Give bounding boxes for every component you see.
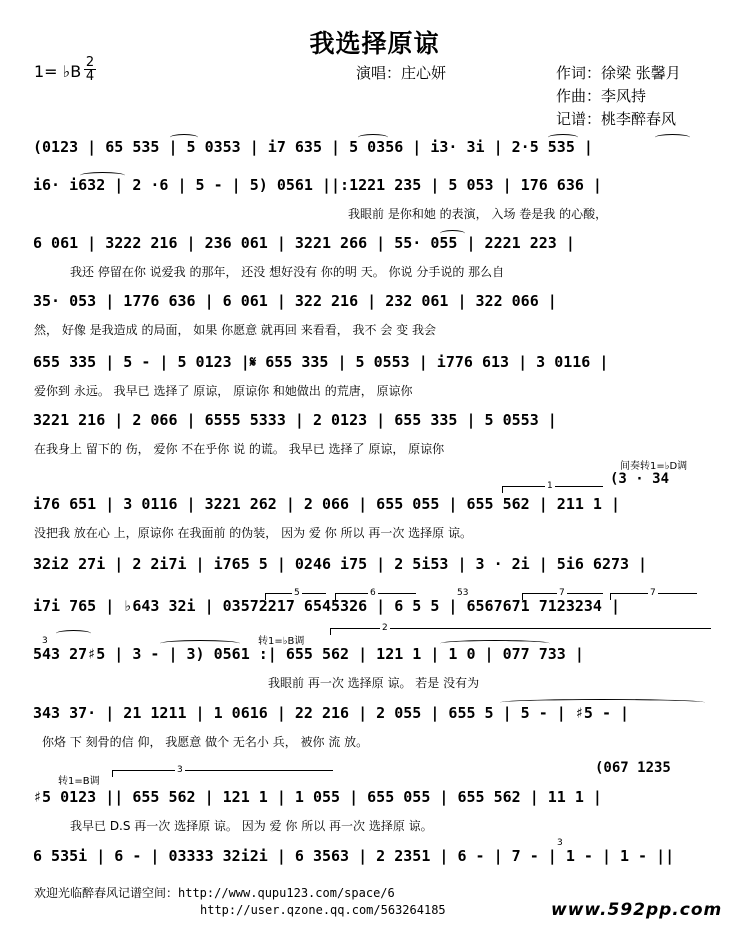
modulation-label: 转1=B调 — [58, 776, 100, 787]
score-row: 32i2 27i | 2 2i7i | i765 5 | 0246 i75 | 2 5i53 | 3 · 2i | 5i6 6273 | — [33, 555, 648, 573]
tuplet-number: 5 — [294, 588, 300, 598]
slur — [548, 134, 578, 141]
tuplet-number: 3 — [42, 636, 48, 646]
score-row: i76 651 | 3 0116 | 3221 262 | 2 066 | 655 055 | 655 562 | 211 1 | — [33, 495, 620, 513]
score-row: 543 27♯5 | 3 - | 3) 0561 :| 655 562 | 121 1 | 1 0 | 077 733 | — [33, 645, 584, 663]
tuplet-number: 6 — [370, 588, 376, 598]
interlude-label: 间奏转1=♭D调 — [620, 461, 688, 472]
tuplet-number: 7 — [650, 588, 656, 598]
transcriber-credit: 记谱：桃李醉春风 — [556, 110, 677, 128]
slur — [160, 640, 240, 647]
score-row: 3221 216 | 2 066 | 6555 5333 | 2 0123 | 655 335 | 5 0553 | — [33, 411, 557, 429]
score-row: ♯5 0123 || 655 562 | 121 1 | 1 055 | 655 055 | 655 562 | 11 1 | — [33, 788, 602, 806]
meter-bottom: 4 — [85, 69, 95, 84]
lyric-line: 你烙 下 刻骨的信 仰， 我愿意 做个 无名小 兵， 被你 流 放。 — [42, 735, 369, 749]
score-row: 343 37· | 21 1211 | 1 0616 | 22 216 | 2 055 | 655 5 | 5 - | ♯5 - | — [33, 704, 630, 722]
lyricist-credit: 作词：徐梁 张馨月 — [556, 64, 681, 82]
slur — [655, 134, 690, 141]
slur — [440, 230, 465, 237]
modulation-label: 转1=♭B调 — [258, 636, 305, 647]
score-row: 6 535i | 6 - | 03333 32i2i | 6 3563 | 2 2351 | 6 - | 7 - | 1 - | 1 - || — [33, 847, 675, 865]
site-watermark: www.592pp.com — [551, 900, 723, 920]
lyric-line: 然， 好像 是我造成 的局面， 如果 你愿意 就再回 来看看， 我不 会 变 我会 — [34, 323, 436, 337]
volta-number-2: 2 — [382, 623, 388, 633]
volta-bracket-3 — [112, 770, 333, 777]
closing-notes: (067 1235 — [595, 760, 671, 776]
lyric-line: 我眼前 再一次 选择原 谅。 若是 没有为 — [268, 676, 480, 690]
song-title: 我选择原谅 — [309, 29, 440, 58]
score-row: i6· i632 | 2 ·6 | 5 - | 5) 0561 ||:1221 235 | 5 053 | 176 636 | — [33, 176, 602, 194]
tuplet-number: 7 — [559, 588, 565, 598]
lyric-line: 我还 停留在你 说爱我 的那年， 还没 想好没有 你的明 天。 你说 分手说的 那么自 — [70, 265, 505, 279]
tuplet-number: 3 — [557, 838, 563, 848]
time-signature — [84, 56, 96, 83]
interlude-notes: (3 · 34 — [610, 471, 670, 487]
score-row: 655 335 | 5 - | 5 0123 |𝄋 655 335 | 5 0553 | i776 613 | 3 0116 | — [33, 353, 609, 371]
score-row: (0123 | 65 535 | 5 0353 | i7 635 | 5 0356 | i3· 3i | 2·5 535 | — [33, 138, 593, 156]
slur — [358, 134, 388, 141]
slur — [80, 172, 125, 179]
singer-credit: 演唱：庄心妍 — [356, 64, 447, 82]
volta-number-3: 3 — [177, 765, 183, 775]
lyric-line: 爱你到 永远。 我早已 选择了 原谅， 原谅你 和她做出 的荒唐， 原谅你 — [34, 384, 413, 398]
score-row: 35· 053 | 1776 636 | 6 061 | 322 216 | 232 061 | 322 066 | — [33, 292, 557, 310]
slur — [440, 640, 550, 647]
key-signature: 1= ♭B — [34, 62, 82, 81]
score-row: i7i 765 | ♭643 32i | 03572217 6545326 | 6 5 5 | 6567671 7123234 | — [33, 597, 620, 615]
footer-link-1[interactable]: 欢迎光临醉春风记谱空间：http://www.qupu123.com/space/6 — [34, 886, 395, 900]
volta-number-1: 1 — [547, 481, 553, 491]
score-row: 6 061 | 3222 216 | 236 061 | 3221 266 | 55· 055 | 2221 223 | — [33, 234, 575, 252]
slur — [170, 134, 198, 141]
lyric-line: 我早已 D.S 再一次 选择原 谅。 因为 爱 你 所以 再一次 选择原 谅。 — [70, 819, 433, 833]
lyric-line: 在我身上 留下的 伤， 爱你 不在乎你 说 的谎。 我早已 选择了 原谅， 原谅你 — [34, 442, 445, 456]
slur — [500, 699, 705, 706]
lyric-line: 我眼前 是你和她 的表演， 入场 卷是我 的心酸， — [348, 207, 608, 221]
footer-link-2[interactable]: http://user.qzone.qq.com/563264185 — [200, 903, 446, 917]
slur — [56, 630, 91, 637]
lyric-line: 没把我 放在心 上，原谅你 在我面前 的伪装， 因为 爱 你 所以 再一次 选择原 谅。 — [34, 526, 472, 540]
composer-credit: 作曲：李风持 — [556, 87, 647, 105]
meter-top: 2 — [85, 55, 95, 70]
tuplet-number: 53 — [457, 588, 469, 598]
